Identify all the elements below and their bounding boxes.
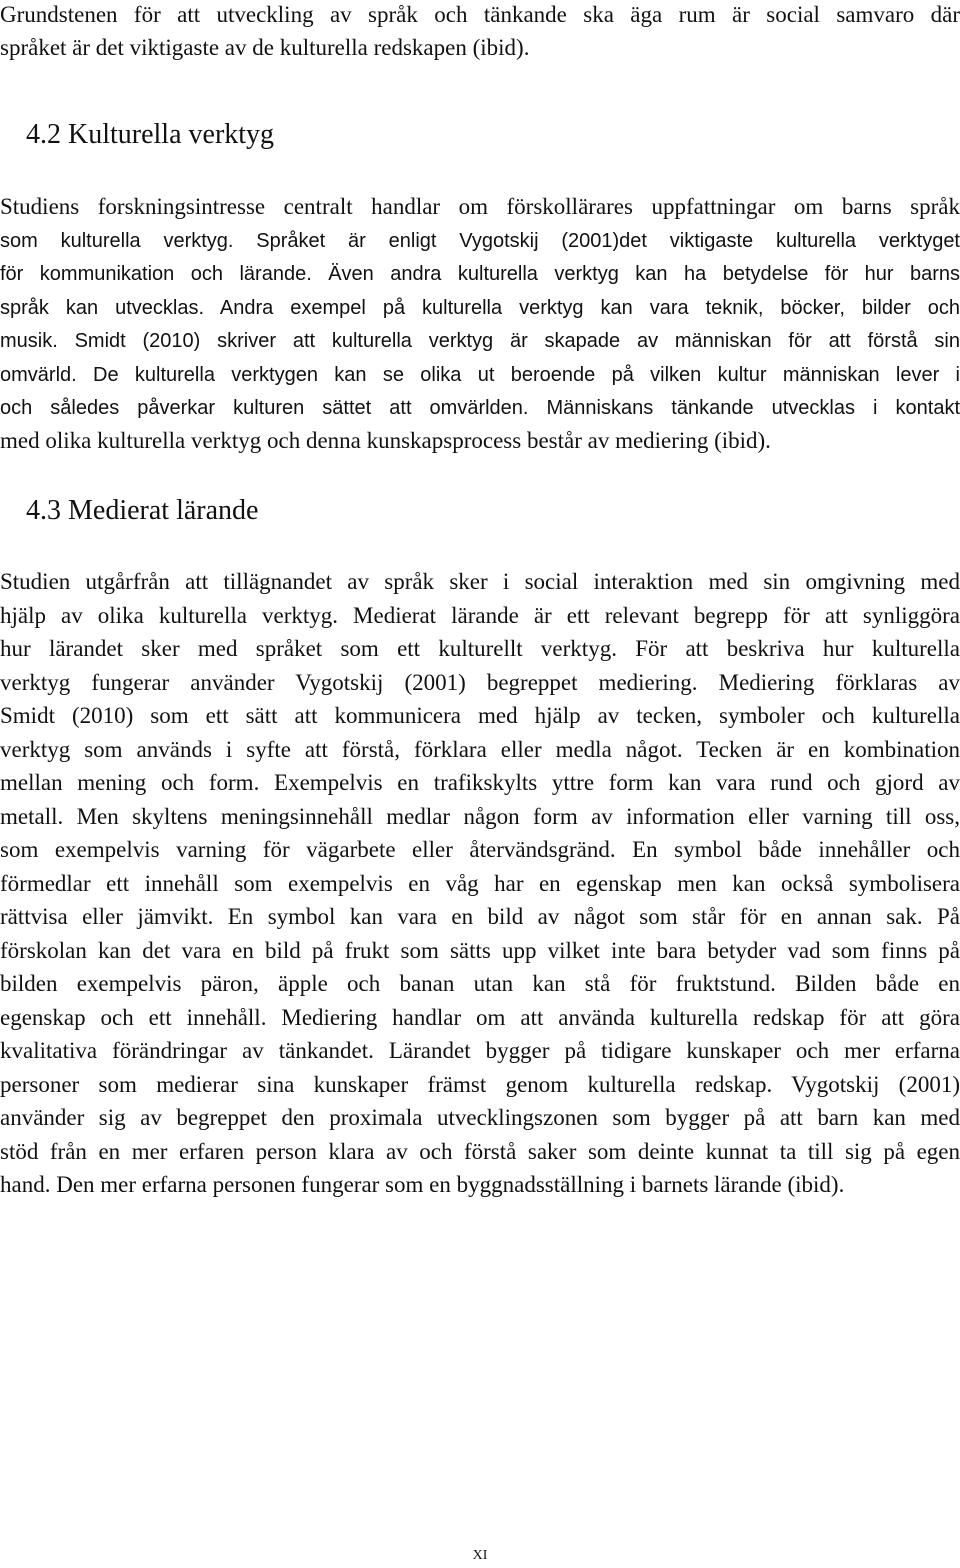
- paragraph-line: Grundstenen för att utveckling av språk och tänkande ska äga rum är social samvaro där: [0, 2, 960, 27]
- paragraph-line: kvalitativa förändringar av tänkandet. Lärandet bygger på tidigare kunskaper och mer erfarna: [0, 1038, 960, 1063]
- paragraph-line: omvärld. De kulturella verktygen kan se olika ut beroende på vilken kultur människan lever i: [0, 364, 960, 386]
- paragraph-line: musik. Smidt (2010) skriver att kulturella verktyg är skapade av människan för att förstå sin: [0, 330, 960, 352]
- paragraph-line: personer som medierar sina kunskaper främst genom kulturella redskap. Vygotskij (2001): [0, 1072, 960, 1097]
- paragraph-line: stöd från en mer erfaren person klara av och förstå saker som deinte kunnat ta till sig på egen: [0, 1139, 960, 1164]
- paragraph-line: egenskap och ett innehåll. Mediering handlar om att använda kulturella redskap för att göra: [0, 1005, 960, 1030]
- paragraph-line: för kommunikation och lärande. Även andra kulturella verktyg kan ha betydelse för hur barns: [0, 263, 960, 285]
- paragraph-line: hur lärandet sker med språket som ett kulturellt verktyg. För att beskriva hur kulturella: [0, 636, 960, 661]
- paragraph-line: bilden exempelvis päron, äpple och banan utan kan stå för fruktstund. Bilden både en: [0, 971, 960, 996]
- paragraph-line: mellan mening och form. Exempelvis en trafikskylts yttre form kan vara rund och gjord av: [0, 770, 960, 795]
- page-number: XI: [472, 1548, 488, 1563]
- paragraph-line: som exempelvis varning för vägarbete eller återvändsgränd. En symbol både innehåller och: [0, 837, 960, 862]
- paragraph-line: Studiens forskningsintresse centralt handlar om förskollärares uppfattningar om barns språk: [0, 194, 960, 219]
- paragraph-line: metall. Men skyltens meningsinnehåll medlar någon form av information eller varning till oss,: [0, 804, 960, 829]
- paragraph-line: Studien utgårfrån att tillägnandet av språk sker i social interaktion med sin omgivning med: [0, 569, 960, 594]
- paragraph-line: språk kan utvecklas. Andra exempel på kulturella verktyg kan vara teknik, böcker, bilder och: [0, 297, 960, 319]
- paragraph-line: verktyg fungerar använder Vygotskij (2001) begreppet mediering. Mediering förklaras av: [0, 670, 960, 695]
- paragraph-line: förmedlar ett innehåll som exempelvis en våg har en egenskap men kan också symbolisera: [0, 871, 960, 896]
- section-heading: 4.3 Medierat lärande: [26, 495, 259, 526]
- paragraph-line: och således påverkar kulturen sättet att omvärlden. Människans tänkande utvecklas i kontakt: [0, 397, 960, 419]
- paragraph-line: förskolan kan det vara en bild på frukt som sätts upp vilket inte bara betyder vad som finns på: [0, 938, 960, 963]
- paragraph-line: Smidt (2010) som ett sätt att kommunicera med hjälp av tecken, symboler och kulturella: [0, 703, 960, 728]
- paragraph-line: med olika kulturella verktyg och denna kunskapsprocess består av mediering (ibid).: [0, 428, 771, 453]
- paragraph-line: som kulturella verktyg. Språket är enligt Vygotskij (2001)det viktigaste kulturella verktyget: [0, 230, 960, 252]
- paragraph-line: språket är det viktigaste av de kulturella redskapen (ibid).: [0, 35, 530, 60]
- paragraph-line: använder sig av begreppet den proximala utvecklingszonen som bygger på att barn kan med: [0, 1105, 960, 1130]
- paragraph-line: verktyg som används i syfte att förstå, förklara eller medla något. Tecken är en kombination: [0, 737, 960, 762]
- paragraph-line: hand. Den mer erfarna personen fungerar som en byggnadsställning i barnets lärande (ibid).: [0, 1172, 845, 1197]
- section-heading: 4.2 Kulturella verktyg: [26, 119, 275, 150]
- paragraph-line: hjälp av olika kulturella verktyg. Medierat lärande är ett relevant begrepp för att synliggöra: [0, 603, 960, 628]
- paragraph-line: rättvisa eller jämvikt. En symbol kan vara en bild av något som står för en annan sak. På: [0, 904, 960, 929]
